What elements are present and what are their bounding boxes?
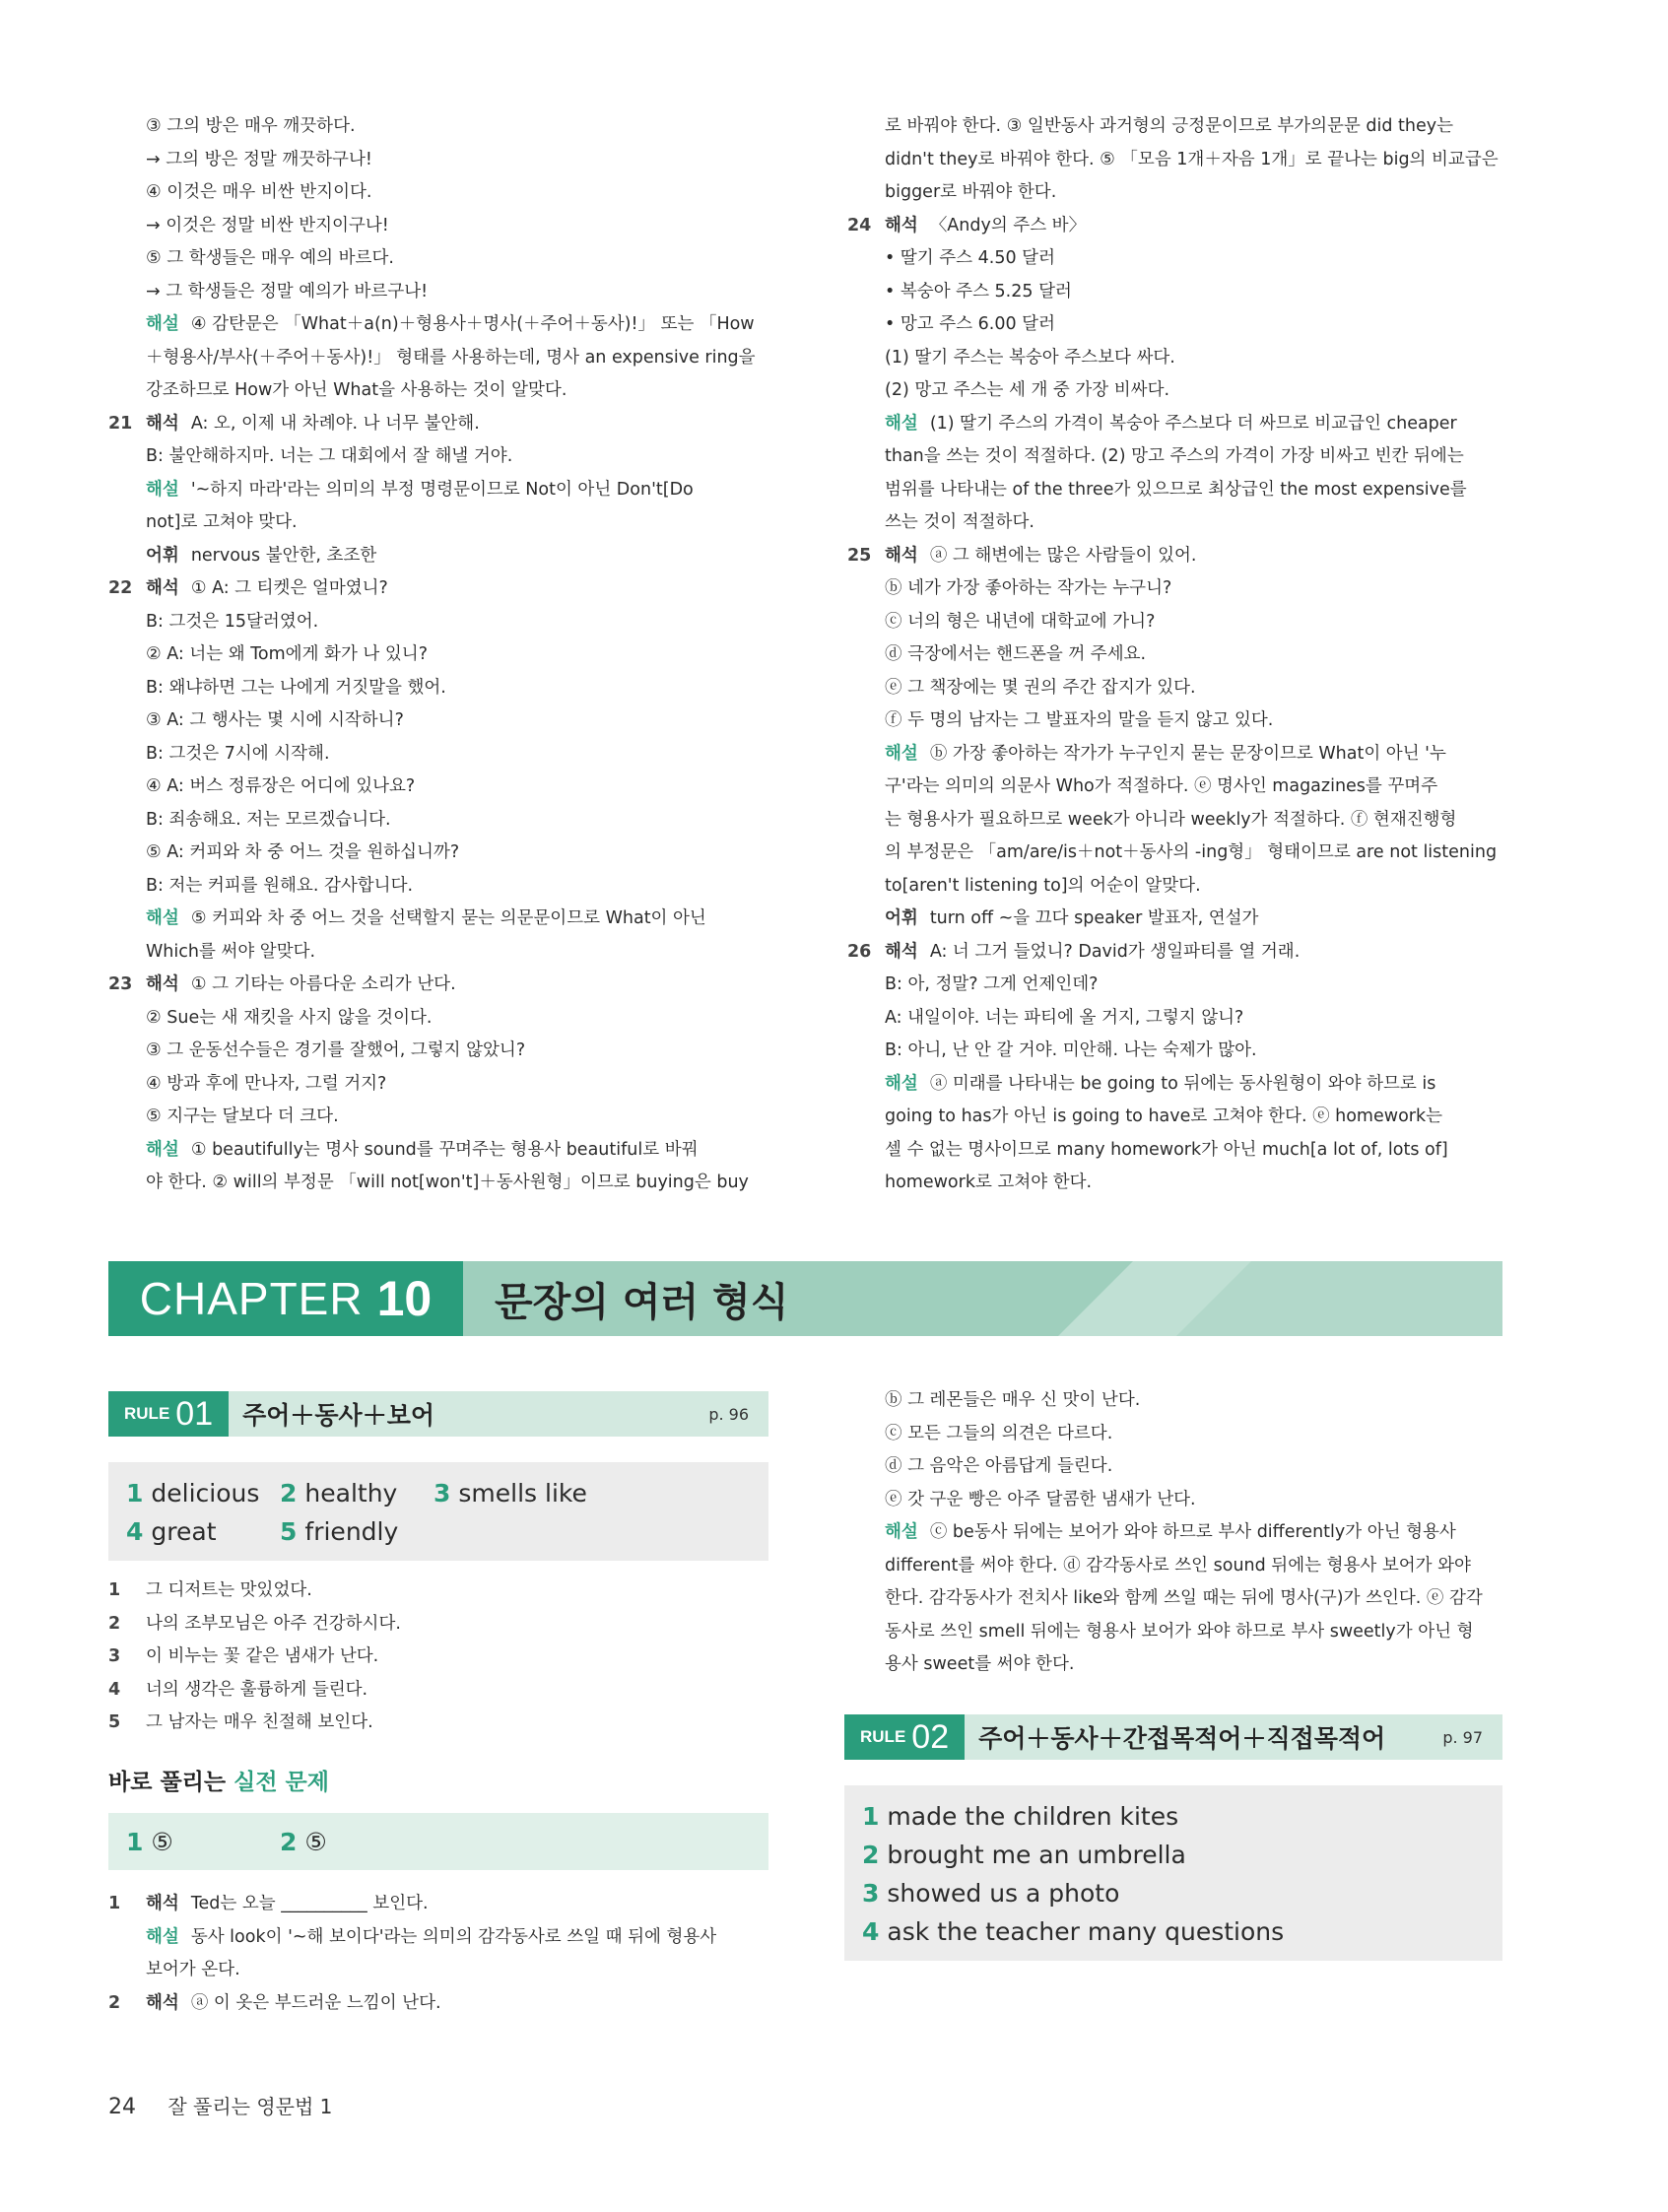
question-number: 1: [108, 1894, 121, 1913]
answer-number: 2: [280, 1827, 298, 1856]
text-line: [847, 1035, 1507, 1068]
text-line: [108, 342, 768, 375]
answer-item: [280, 1512, 434, 1551]
text-line: [847, 936, 1507, 970]
line-text: ③ 그의 방은 매우 깨끗하다.: [146, 116, 356, 136]
text-line: [108, 374, 768, 408]
rule-02-header: [844, 1714, 1502, 1760]
line-text: ⓔ 그 책장에는 몇 권의 주간 잡지가 있다.: [885, 677, 1196, 698]
text-line: [847, 540, 1507, 573]
line-label: 해설: [146, 1926, 179, 1947]
line-text: 범위를 나타내는 of the three가 있으므로 최상급인 the most expensive를: [885, 479, 1467, 500]
line-text: 의 부정문은 「am/are/is＋not＋동사의 -ing형」 형태이므로 are not listening: [885, 842, 1498, 862]
answer-text: healthy: [304, 1479, 398, 1508]
text-line: [108, 638, 768, 672]
text-line: [108, 506, 768, 540]
line-text: ⓓ 극장에서는 핸드폰을 꺼 주세요.: [885, 644, 1147, 664]
rule-badge: [108, 1391, 229, 1437]
text-line: [108, 738, 768, 771]
line-text: 보어가 온다.: [146, 1960, 240, 1979]
line-text: 동사로 쓰인 smell 뒤에는 형용사 보어가 와야 하므로 부사 sweetly가 아닌 형: [885, 1621, 1474, 1642]
book-title: 잘 풀리는 영문법 1: [167, 2095, 333, 2118]
text-line: [108, 936, 768, 970]
line-text: ① beautifully는 명사 sound를 꾸며주는 형용사 beautiful로 바꿔: [190, 1139, 699, 1160]
chapter-header: [108, 1261, 1502, 1336]
line-text: ⓒ 너의 형은 내년에 대학교에 가니?: [885, 611, 1156, 632]
text-line: [847, 110, 1507, 144]
line-text: homework로 고쳐야 한다.: [885, 1173, 1093, 1192]
answer-number: 1: [126, 1479, 144, 1508]
left-column-top: [108, 110, 768, 1200]
line-text: ② Sue는 새 재킷을 사지 않을 것이다.: [146, 1007, 433, 1028]
line-text: ⓑ 네가 가장 좋아하는 작가는 누구니?: [885, 578, 1172, 598]
text-line: [847, 1134, 1507, 1168]
answer-row: [126, 1474, 751, 1512]
line-text: 강조하므로 How가 아닌 What을 사용하는 것이 알맞다.: [146, 380, 567, 400]
practice-heading-main: 실전 문제: [234, 1770, 329, 1795]
line-label: 해설: [885, 413, 918, 434]
question-number: 24: [847, 215, 872, 235]
line-text: B: 그것은 15달러였어.: [146, 611, 319, 632]
text-line: [847, 1582, 1507, 1616]
line-text: B: 왜냐하면 그는 나에게 거짓말을 했어.: [146, 677, 446, 698]
rule-badge-number: 02: [911, 1717, 950, 1756]
text-line: [108, 276, 768, 309]
line-text: (2) 망고 주스는 세 개 중 가장 비싸다.: [885, 380, 1170, 400]
line-text: ⓒ be동사 뒤에는 보어가 와야 하므로 부사 differently가 아닌 형용사: [929, 1522, 1456, 1542]
line-label: 해설: [146, 908, 179, 928]
text-line: [847, 374, 1507, 408]
line-text: ④ 방과 후에 만나자, 그럴 거지?: [146, 1073, 387, 1094]
text-line: [108, 672, 768, 705]
text-line: [847, 903, 1507, 936]
line-text: 는 형용사가 필요하므로 week가 아니라 weekly가 적절하다. ⓕ 현재진행형: [885, 809, 1457, 830]
text-line: [847, 672, 1507, 705]
text-line: [108, 771, 768, 804]
answer-number: 2: [280, 1479, 298, 1508]
text-line: [847, 638, 1507, 672]
rule-title: 주어＋동사＋보어: [242, 1401, 435, 1430]
text-line: [847, 804, 1507, 838]
answer-item: [126, 1512, 280, 1551]
question-number: 21: [108, 413, 133, 434]
question-number: 22: [108, 578, 133, 598]
answer-item: [126, 1474, 280, 1512]
answer-row: [862, 1836, 1485, 1874]
text-line: [847, 440, 1507, 474]
line-text: 〈Andy의 주스 바〉: [929, 215, 1087, 235]
line-text: → 그의 방은 정말 깨끗하구나!: [146, 149, 372, 169]
text-line: [108, 606, 768, 639]
translation-line: [108, 1641, 768, 1674]
text-line: [847, 738, 1507, 771]
text-line: [108, 440, 768, 474]
rule-01-answer-box: [108, 1462, 768, 1561]
practice-answer-box: [108, 1813, 768, 1870]
text-line: [847, 969, 1507, 1002]
line-text: ⑤ 커피와 차 중 어느 것을 선택할지 묻는 의문문이므로 What이 아닌: [190, 908, 706, 928]
line-label: 해석: [885, 215, 918, 235]
line-text: 로 바꿔야 한다. ③ 일반동사 과거형의 긍정문이므로 부가의문문 did they는: [885, 116, 1453, 136]
answer-item: [280, 1828, 434, 1856]
line-text: ⓐ 이 옷은 부드러운 느낌이 난다.: [190, 1992, 441, 2013]
line-label: 해석: [146, 974, 179, 994]
line-label: 해석: [146, 1894, 179, 1913]
text-line: [847, 704, 1507, 738]
line-text: ④ A: 버스 정류장은 어디에 있나요?: [146, 776, 416, 796]
practice-heading: [108, 1764, 329, 1796]
line-text: 동사 look이 '~해 보이다'라는 의미의 감각동사로 쓰일 때 뒤에 형용사: [190, 1926, 717, 1947]
answer-text: made the children kites: [887, 1802, 1179, 1831]
text-line: [847, 210, 1507, 243]
line-text: ⓓ 그 음악은 아름답게 들린다.: [885, 1456, 1113, 1476]
text-line: [847, 1068, 1507, 1102]
text-line: [847, 276, 1507, 309]
text-line: [108, 704, 768, 738]
rule-01-header: [108, 1391, 768, 1437]
answer-row: [126, 1512, 751, 1551]
line-text: ② A: 너는 왜 Tom에게 화가 나 있니?: [146, 644, 428, 664]
answer-text: delicious: [151, 1479, 260, 1508]
question-number: 3: [108, 1646, 121, 1666]
line-text: 구'라는 의미의 의문사 Who가 적절하다. ⓔ 명사인 magazines를 꾸며주: [885, 776, 1438, 796]
page-footer: [108, 2091, 332, 2119]
rule-title: 주어＋동사＋간접목적어＋직접목적어: [978, 1724, 1386, 1753]
right-column-middle: [847, 1384, 1507, 1682]
line-text: 쓰는 것이 적절하다.: [885, 512, 1034, 532]
line-text: '~하지 마라'라는 의미의 부정 명령문이므로 Not이 아닌 Don't[Do: [190, 479, 694, 500]
rule-01-translations: [108, 1575, 768, 1740]
question-number: 2: [108, 1613, 121, 1634]
answer-item: [434, 1474, 631, 1512]
page-number: 24: [108, 2095, 136, 2119]
line-label: 해석: [146, 578, 179, 598]
text-line: [108, 969, 768, 1002]
answer-text: ⑤: [151, 1827, 173, 1856]
text-line: [108, 1068, 768, 1102]
rule-page-ref: p. 97: [1442, 1727, 1483, 1747]
line-text: Which를 써야 알맞다.: [146, 941, 316, 962]
rule-badge-number: 01: [175, 1394, 214, 1433]
translation-line: [108, 1707, 768, 1740]
text-line: [108, 408, 768, 441]
line-text: ⓔ 갓 구운 빵은 아주 달콤한 냄새가 난다.: [885, 1489, 1196, 1509]
line-text: A: 너 그거 들었니? David가 생일파티를 열 거래.: [929, 941, 1301, 962]
line-label: 해설: [146, 1139, 179, 1160]
line-label: 해석: [146, 1992, 179, 2013]
line-text: ① A: 그 티켓은 얼마였니?: [190, 578, 388, 598]
text-line: [108, 210, 768, 243]
text-line: [847, 1167, 1507, 1200]
answer-number: 1: [862, 1802, 880, 1831]
text-line: [847, 1002, 1507, 1036]
answer-text: great: [151, 1517, 217, 1546]
line-text: 용사 sweet를 써야 한다.: [885, 1654, 1075, 1674]
text-line: [847, 1616, 1507, 1649]
line-label: 해설: [885, 1522, 918, 1542]
line-text: ④ 이것은 매우 비싼 반지이다.: [146, 182, 372, 202]
text-line: [108, 176, 768, 210]
text-line: [108, 1134, 768, 1168]
line-text: A: 오, 이제 내 차례야. 나 너무 불안해.: [190, 413, 480, 434]
line-label: 해석: [885, 545, 918, 566]
line-text: ⑤ 그 학생들은 매우 예의 바르다.: [146, 248, 394, 268]
line-text: didn't they로 바꿔야 한다. ⑤ 「모음 1개＋자음 1개」로 끝나는 big의 비교급은: [885, 149, 1499, 169]
line-text: → 이것은 정말 비싼 반지이구나!: [146, 215, 389, 235]
text-line: [847, 1648, 1507, 1682]
text-line: [108, 1954, 768, 1987]
chapter-number: 10: [376, 1271, 433, 1326]
answer-number: 5: [280, 1517, 298, 1546]
line-text: B: 불안해하지마. 너는 그 대회에서 잘 해낼 거야.: [146, 446, 513, 466]
text-line: [847, 308, 1507, 342]
text-line: [847, 1450, 1507, 1484]
answer-row: [862, 1874, 1485, 1912]
text-line: [847, 176, 1507, 210]
question-number: 23: [108, 974, 133, 994]
line-text: ⑤ A: 커피와 차 중 어느 것을 원하십니까?: [146, 842, 460, 862]
text-line: [847, 1418, 1507, 1451]
line-text: ① 그 기타는 아름다운 소리가 난다.: [190, 974, 456, 994]
line-label: 해석: [885, 941, 918, 962]
line-text: 한다. 감각동사가 전치사 like와 함께 쓰일 때는 뒤에 명사(구)가 쓰인다. ⓔ 감각: [885, 1588, 1483, 1608]
text-line: [847, 1484, 1507, 1517]
text-line: [108, 540, 768, 573]
answer-item: [280, 1474, 434, 1512]
answer-text: smells like: [458, 1479, 587, 1508]
practice-explanations: [108, 1888, 768, 2020]
line-text: 야 한다. ② will의 부정문 「will not[won't]＋동사원형」이므로 buying은 buy: [146, 1173, 749, 1192]
text-line: [847, 474, 1507, 507]
answer-text: friendly: [304, 1517, 399, 1546]
line-text: not]로 고쳐야 맞다.: [146, 512, 298, 532]
text-line: [847, 870, 1507, 904]
line-text: ③ A: 그 행사는 몇 시에 시작하니?: [146, 710, 404, 730]
line-text: nervous 불안한, 초조한: [190, 545, 377, 566]
line-text: ④ 감탄문은 「What＋a(n)＋형용사＋명사(＋주어＋동사)!」 또는 「How: [190, 314, 755, 334]
line-text: ⓒ 모든 그들의 의견은 다르다.: [885, 1423, 1113, 1443]
question-number: 25: [847, 545, 872, 566]
line-text: • 복숭아 주스 5.25 달러: [885, 281, 1072, 302]
text-line: [108, 1167, 768, 1200]
text-line: [847, 572, 1507, 606]
answer-item: [126, 1828, 280, 1856]
line-label: 해설: [885, 1073, 918, 1094]
line-text: to[aren't listening to]의 어순이 알맞다.: [885, 875, 1201, 896]
text-line: [847, 506, 1507, 540]
question-number: 26: [847, 941, 872, 962]
line-text: 그 남자는 매우 친절해 보인다.: [146, 1712, 373, 1732]
text-line: [847, 342, 1507, 375]
text-line: [108, 474, 768, 507]
rule-page-ref: p. 96: [708, 1404, 749, 1424]
text-line: [847, 837, 1507, 870]
answer-row: [862, 1797, 1485, 1836]
answer-number: 1: [126, 1827, 144, 1856]
line-text: → 그 학생들은 정말 예의가 바르구나!: [146, 281, 429, 302]
text-line: [108, 1002, 768, 1036]
line-text: A: 내일이야. 너는 파티에 올 거지, 그렇지 않니?: [885, 1007, 1244, 1028]
text-line: [108, 837, 768, 870]
text-line: [847, 144, 1507, 177]
answer-number: 3: [862, 1879, 880, 1908]
answer-text: ask the teacher many questions: [887, 1917, 1285, 1946]
text-line: [108, 572, 768, 606]
question-number: 2: [108, 1992, 121, 2013]
line-text: ⓕ 두 명의 남자는 그 발표자의 말을 듣지 않고 있다.: [885, 710, 1274, 730]
chapter-label: [108, 1261, 463, 1336]
text-line: [108, 804, 768, 838]
line-text: 이 비누는 꽃 같은 냄새가 난다.: [146, 1646, 379, 1666]
line-text: than을 쓰는 것이 적절하다. (2) 망고 주스의 가격이 가장 비싸고 빈칸 뒤에는: [885, 446, 1464, 466]
line-label: 해설: [885, 743, 918, 764]
rule-badge: [844, 1714, 965, 1760]
text-line: [108, 308, 768, 342]
text-line: [847, 1550, 1507, 1583]
line-text: 너의 생각은 훌륭하게 들린다.: [146, 1679, 368, 1700]
line-text: 나의 조부모님은 아주 건강하시다.: [146, 1613, 401, 1634]
text-line: [847, 242, 1507, 276]
line-text: ⓐ 그 해변에는 많은 사람들이 있어.: [929, 545, 1197, 566]
line-text: B: 아니, 난 안 갈 거야. 미안해. 나는 숙제가 많아.: [885, 1040, 1257, 1060]
answer-number: 4: [862, 1917, 880, 1946]
line-text: 셀 수 없는 명사이므로 many homework가 아닌 much[a lot of, lots of]: [885, 1139, 1448, 1160]
line-label: 해설: [146, 314, 179, 334]
text-line: [847, 408, 1507, 441]
line-label: 해석: [146, 413, 179, 434]
text-line: [108, 1888, 768, 1921]
text-line: [108, 903, 768, 936]
text-line: [847, 771, 1507, 804]
answer-text: brought me an umbrella: [887, 1841, 1186, 1869]
text-line: [108, 110, 768, 144]
text-line: [108, 1035, 768, 1068]
line-text: B: 그것은 7시에 시작해.: [146, 743, 330, 764]
question-number: 5: [108, 1712, 121, 1732]
text-line: [847, 1101, 1507, 1134]
text-line: [108, 870, 768, 904]
translation-line: [108, 1674, 768, 1708]
text-line: [108, 144, 768, 177]
answer-text: showed us a photo: [887, 1879, 1120, 1908]
rule-badge-label: RULE: [860, 1727, 906, 1746]
right-column-top: [847, 110, 1507, 1200]
question-number: 4: [108, 1679, 121, 1700]
line-label: 어휘: [885, 908, 918, 928]
line-text: Ted는 오늘 __________ 보인다.: [190, 1894, 429, 1913]
line-text: ⓑ 가장 좋아하는 작가가 누구인지 묻는 문장이므로 What이 아닌 '누: [929, 743, 1446, 764]
text-line: [108, 242, 768, 276]
line-text: B: 저는 커피를 원해요. 감사합니다.: [146, 875, 414, 896]
line-text: ⓐ 미래를 나타내는 be going to 뒤에는 동사원형이 와야 하므로 is: [929, 1073, 1436, 1094]
answer-number: 3: [434, 1479, 451, 1508]
line-text: different를 써야 한다. ⓓ 감각동사로 쓰인 sound 뒤에는 형용사 보어가 와야: [885, 1555, 1471, 1575]
text-line: [108, 1987, 768, 2021]
text-line: [108, 1101, 768, 1134]
line-text: B: 죄송해요. 저는 모르겠습니다.: [146, 809, 391, 830]
line-text: ⑤ 지구는 달보다 더 크다.: [146, 1106, 339, 1126]
text-line: [847, 606, 1507, 639]
answer-number: 2: [862, 1841, 880, 1869]
line-text: ＋형용사/부사(＋주어＋동사)!」 형태를 사용하는데, 명사 an expensive ring을: [146, 347, 756, 368]
line-text: turn off ~을 끄다 speaker 발표자, 연설가: [929, 908, 1259, 928]
line-text: going to has가 아닌 is going to have로 고쳐야 한다. ⓔ homework는: [885, 1106, 1443, 1126]
line-text: (1) 딸기 주스는 복숭아 주스보다 싸다.: [885, 347, 1175, 368]
line-text: • 딸기 주스 4.50 달러: [885, 248, 1055, 268]
line-text: B: 아, 정말? 그게 언제인데?: [885, 974, 1099, 994]
line-text: ⓑ 그 레몬들은 매우 신 맛이 난다.: [885, 1390, 1141, 1410]
practice-heading-prefix: 바로 풀리는: [108, 1770, 234, 1795]
chapter-title: 문장의 여러 형식: [495, 1279, 789, 1325]
line-label: 어휘: [146, 545, 179, 566]
line-text: bigger로 바꿔야 한다.: [885, 182, 1057, 202]
answer-row: [862, 1912, 1485, 1951]
text-line: [108, 1921, 768, 1955]
text-line: [847, 1516, 1507, 1550]
text-line: [847, 1384, 1507, 1418]
line-label: 해설: [146, 479, 179, 500]
translation-line: [108, 1608, 768, 1642]
line-text: • 망고 주스 6.00 달러: [885, 314, 1055, 334]
answer-text: ⑤: [304, 1827, 327, 1856]
chapter-word: CHAPTER: [139, 1273, 364, 1324]
line-text: ③ 그 운동선수들은 경기를 잘했어, 그렇지 않았니?: [146, 1040, 526, 1060]
line-text: (1) 딸기 주스의 가격이 복숭아 주스보다 더 싸므로 비교급인 cheaper: [929, 413, 1457, 434]
rule-02-answer-box: [844, 1785, 1502, 1961]
answer-number: 4: [126, 1517, 144, 1546]
translation-line: [108, 1575, 768, 1608]
question-number: 1: [108, 1580, 121, 1600]
rule-badge-label: RULE: [124, 1404, 170, 1423]
line-text: 그 디저트는 맛있었다.: [146, 1580, 312, 1600]
